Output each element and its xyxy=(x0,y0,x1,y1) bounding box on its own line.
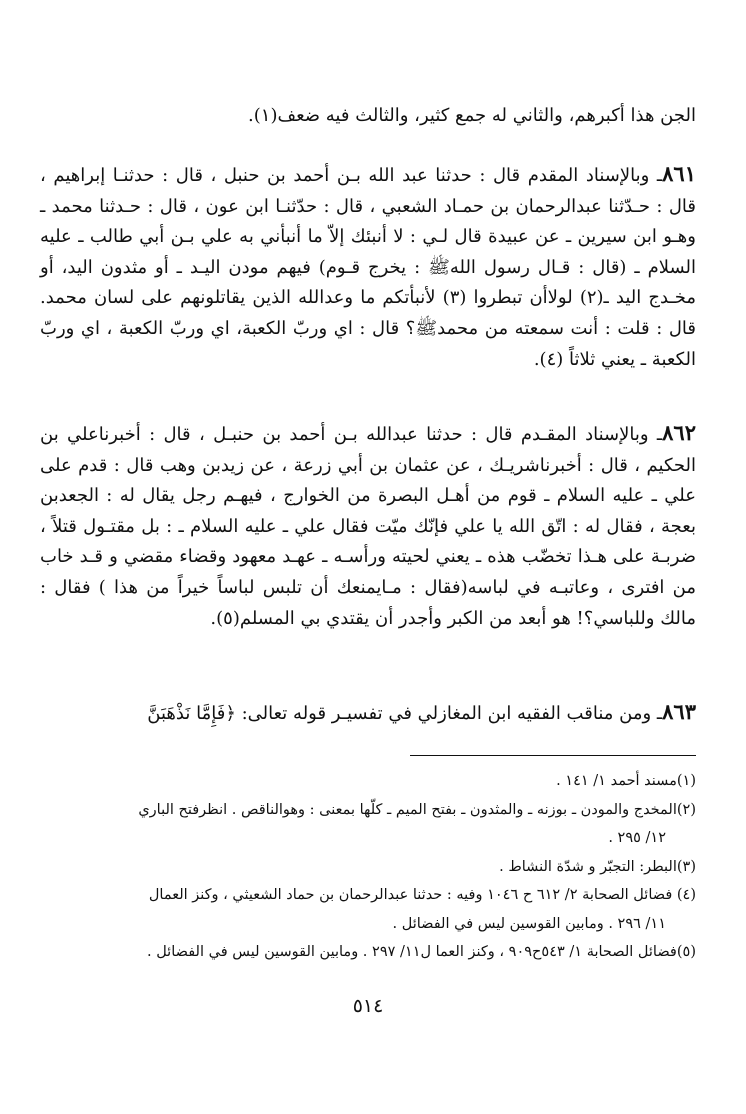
book-page xyxy=(40,0,696,1114)
intro-text: الجن هذا أكبرهم، والثاني له جمع كثير، والثالث فيه ضعف(١). xyxy=(248,105,696,126)
hadith-number-862: ٨٦٢ xyxy=(662,420,696,445)
hadith-text-862: ـ وبالإسناد المقـدم قال : حدثنا عبدالله بـن أحمد بن حنبـل ، قال : أخبرناعلي بن الحكيم ، قال : أخبرناشريـك ، عن عثمان بن أبي زرعة ، عن زيدبن وهب قال : قدم على علي ـ عليه السلام ـ قوم من أهـل البصرة من الخوارج ، فيهـم رجل يقال له : الجعدبن بعجة ، فقال له : اتّق الله يا علي فإنّك ميّت فقال علي ـ عليه السلام ـ : بل مقتـول قتلاً ، ضربـة على هـذا تخضّب هذه ـ يعني لحيته ورأسـه ـ عهـد معهود وقضاء مقضي و قـد خاب من افترى ، وعاتبـه في لباسه(فقال : مـايمنعك أن تلبس لباساً خيراً من هذا ) فقال : مالك وللباسي؟! هو أبعد من الكبر وأجدر أن يقتدي بي المسلم(٥). xyxy=(40,424,697,629)
paragraph-862 xyxy=(40,418,696,634)
footnote-3 xyxy=(40,853,696,882)
footnote-separator xyxy=(410,755,696,756)
hadith-text-861: ـ وبالإسناد المقدم قال : حدثنا عبد الله بـن أحمد بن حنبل ، قال : حدثنـا إبراهيم ، قال : حـدّثنا عبدالرحمان بن حمـاد الشعبي ، قال : حدّثنـا ابن عون ، قال : حـدثنا محمد ـ وهـو ابن سيرين ـ عن عبيدة قال لـي : لا أنبئك إلاّ ما أنبأني به علي بـن أبي طالب ـ عليه السلام ـ (قال : قـال رسول اللهﷺ : يخرج قـوم) فيهم مودن اليـد ـ أو مثدون اليد، أو مخـدج اليد ـ(٢) لولاأن تبطروا (٣) لأنبأتكم ما وعدالله الذين يقاتلونهم على لسان محمد. قال : قلت : أنت سمعته من محمدﷺ؟ قال : اي وربّ الكعبة، اي وربّ الكعبة ، اي وربّ الكعبة ـ يعني ثلاثاً (٤). xyxy=(40,165,696,370)
hadith-number-861: ٨٦١ xyxy=(662,161,696,186)
footnote-1-text: (١)مسند أحمد ١/ ١٤١ . xyxy=(556,773,696,789)
footnote-3-text: (٣)البطر: التجبّر و شدّة النشاط . xyxy=(499,858,696,875)
hadith-number-863: ٨٦٣ xyxy=(662,699,696,724)
hadith-text-863: ـ ومن مناقب الفقيه ابن المغازلي في تفسيـر قوله تعالى: ﴿فَإِمَّا نَذْهَبَنَّ xyxy=(147,703,663,724)
footnote-1 xyxy=(40,767,696,796)
footnote-2-text: (٢)المخدج والمودن ـ بوزنه ـ والمثدون ـ بفتح الميم ـ كلّها بمعنى : وهوالناقص . انظرفتح الباري xyxy=(138,801,696,818)
paragraph-861 xyxy=(40,159,696,375)
footnote-2-continuation: ١٢/ ٢٩٥ . xyxy=(608,830,666,846)
footnotes xyxy=(40,767,696,967)
paragraph-intro xyxy=(40,101,696,132)
footnote-5 xyxy=(40,938,696,967)
page-number: ٥١٤ xyxy=(352,995,384,1017)
footnote-5-text: (٥)فضائل الصحابة ١/ ٥٤٣ح٩٠٩ ، وكنز العما ل١١/ ٢٩٧ . ومابين القوسين ليس في الفضائل . xyxy=(146,944,696,960)
footnote-4-continuation: ١١/ ٢٩٦ . ومابين القوسين ليس في الفضائل . xyxy=(392,915,666,932)
footnote-4-text: (٤) فضائل الصحابة ٢/ ٦١٢ ح ١٠٤٦ وفيه : حدثنا عبدالرحمان بن حماد الشعيثي ، وكنز العمال xyxy=(148,887,696,903)
footnote-2 xyxy=(40,796,696,853)
footnote-4 xyxy=(40,881,696,938)
paragraph-863 xyxy=(40,697,696,730)
